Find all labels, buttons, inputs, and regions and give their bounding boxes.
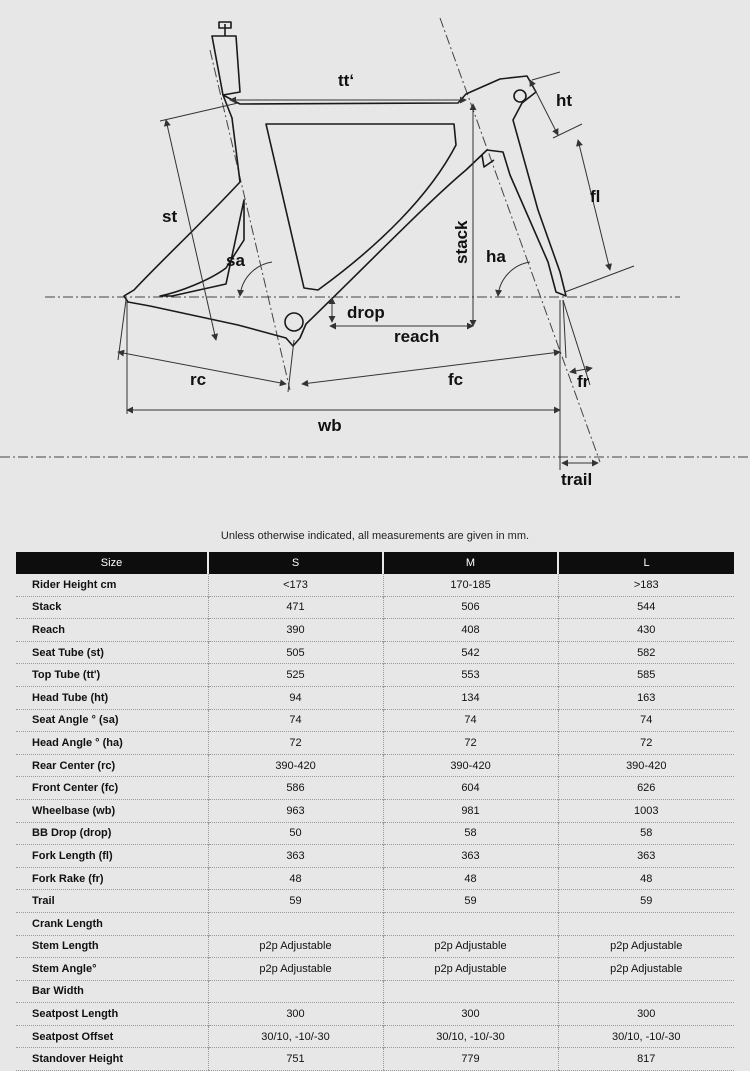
cell-size-m: 390-420 <box>383 754 558 777</box>
table-header-row <box>16 552 734 574</box>
label-ht: ht <box>556 91 573 110</box>
cell-size-l: 430 <box>558 619 734 642</box>
row-label: Head Angle ° (ha) <box>16 732 208 755</box>
row-label: Fork Rake (fr) <box>16 867 208 890</box>
table-row <box>16 574 734 596</box>
table-row <box>16 777 734 800</box>
table-row <box>16 732 734 755</box>
cell-size-m: 981 <box>383 799 558 822</box>
cell-size-l: 163 <box>558 686 734 709</box>
cell-size-m: 58 <box>383 822 558 845</box>
cell-size-s: 586 <box>208 777 383 800</box>
cell-size-m: 134 <box>383 686 558 709</box>
cell-size-l: 544 <box>558 596 734 619</box>
row-label: Head Tube (ht) <box>16 686 208 709</box>
table-row <box>16 754 734 777</box>
cell-size-s: 390-420 <box>208 754 383 777</box>
cell-size-l: p2p Adjustable <box>558 935 734 958</box>
table-row <box>16 867 734 890</box>
cell-size-m: 542 <box>383 641 558 664</box>
cell-size-m: p2p Adjustable <box>383 935 558 958</box>
cell-size-l: 30/10, -10/-30 <box>558 1025 734 1048</box>
label-trail: trail <box>561 470 593 489</box>
label-fr: fr <box>577 372 590 391</box>
cell-size-s: 50 <box>208 822 383 845</box>
table-row <box>16 890 734 913</box>
cell-size-l: 626 <box>558 777 734 800</box>
table-row <box>16 822 734 845</box>
table-row <box>16 664 734 687</box>
table-body <box>16 574 734 1071</box>
header-l: L <box>558 552 734 574</box>
cell-size-m: 506 <box>383 596 558 619</box>
row-label: Seat Tube (st) <box>16 641 208 664</box>
geometry-table <box>16 552 734 1071</box>
cell-size-s: 525 <box>208 664 383 687</box>
cell-size-s: 363 <box>208 845 383 868</box>
row-label: Seatpost Length <box>16 1003 208 1026</box>
cell-size-l: 817 <box>558 1048 734 1071</box>
cell-size-m: p2p Adjustable <box>383 958 558 981</box>
cell-size-m: 170-185 <box>383 574 558 596</box>
cell-size-s: 59 <box>208 890 383 913</box>
cell-size-m: 74 <box>383 709 558 732</box>
row-label: Stem Length <box>16 935 208 958</box>
cell-size-s: 72 <box>208 732 383 755</box>
row-label: Stem Angle° <box>16 958 208 981</box>
table-row <box>16 958 734 981</box>
table-row <box>16 1048 734 1071</box>
cell-size-s <box>208 912 383 935</box>
cell-size-s: 300 <box>208 1003 383 1026</box>
cell-size-m: 553 <box>383 664 558 687</box>
cell-size-l: 58 <box>558 822 734 845</box>
cell-size-l: 300 <box>558 1003 734 1026</box>
reference-lines <box>0 18 750 462</box>
cell-size-s: 74 <box>208 709 383 732</box>
cell-size-s: 94 <box>208 686 383 709</box>
table-row <box>16 709 734 732</box>
row-label: Rider Height cm <box>32 578 117 591</box>
row-label: Seat Angle ° (sa) <box>16 709 208 732</box>
row-label: Front Center (fc) <box>16 777 208 800</box>
cell-size-s <box>208 980 383 1003</box>
row-label: Crank Length <box>16 912 208 935</box>
label-fc: fc <box>448 370 464 389</box>
cell-size-s: p2p Adjustable <box>208 958 383 981</box>
row-label: BB Drop (drop) <box>16 822 208 845</box>
row-label: Trail <box>16 890 208 913</box>
cell-size-s: p2p Adjustable <box>208 935 383 958</box>
cell-size-l <box>558 912 734 935</box>
table-row <box>16 1025 734 1048</box>
header-m: M <box>383 552 558 574</box>
cell-size-l: 363 <box>558 845 734 868</box>
cell-size-l: 1003 <box>558 799 734 822</box>
cell-size-m: 72 <box>383 732 558 755</box>
cell-size-l <box>558 980 734 1003</box>
header-size: Size <box>16 552 208 574</box>
cell-size-s: 751 <box>208 1048 383 1071</box>
header-s: S <box>208 552 383 574</box>
row-label: Reach <box>16 619 208 642</box>
cell-size-l: p2p Adjustable <box>558 958 734 981</box>
table-row <box>16 980 734 1003</box>
table-row <box>16 619 734 642</box>
row-label: Seatpost Offset <box>16 1025 208 1048</box>
label-ha: ha <box>486 247 506 266</box>
cell-size-s: 963 <box>208 799 383 822</box>
label-fl: fl <box>590 187 601 206</box>
row-label: Top Tube (tt') <box>16 664 208 687</box>
measurement-note: Unless otherwise indicated, all measurements are given in mm. <box>220 530 530 542</box>
cell-size-l: 59 <box>558 890 734 913</box>
label-drop: drop <box>347 303 385 322</box>
label-tt: tt‘ <box>338 71 355 90</box>
cell-size-l: 74 <box>558 709 734 732</box>
table-row <box>16 596 734 619</box>
cell-size-m: 59 <box>383 890 558 913</box>
row-label: Bar Width <box>16 980 208 1003</box>
table-row <box>16 912 734 935</box>
cell-size-s: 505 <box>208 641 383 664</box>
cell-size-l: 390-420 <box>558 754 734 777</box>
cell-size-m: 48 <box>383 867 558 890</box>
label-rc: rc <box>190 370 207 389</box>
row-label: Stack <box>16 596 208 619</box>
cell-size-l: 582 <box>558 641 734 664</box>
table-row <box>16 799 734 822</box>
table-row <box>16 686 734 709</box>
cell-size-s: 48 <box>208 867 383 890</box>
label-st: st <box>162 207 178 226</box>
cell-size-s: 390 <box>208 619 383 642</box>
row-label: Rear Center (rc) <box>16 754 208 777</box>
frame-geometry-diagram <box>0 0 750 500</box>
cell-size-l: 585 <box>558 664 734 687</box>
table-row <box>16 935 734 958</box>
label-reach: reach <box>394 327 440 346</box>
cell-size-m: 408 <box>383 619 558 642</box>
label-sa: sa <box>226 251 245 270</box>
dimension-lines <box>118 72 634 470</box>
cell-size-s: <173 <box>208 574 383 596</box>
cell-size-m <box>383 912 558 935</box>
cell-size-s: 30/10, -10/-30 <box>208 1025 383 1048</box>
table-row <box>16 641 734 664</box>
cell-size-s: 471 <box>208 596 383 619</box>
cell-size-l: 72 <box>558 732 734 755</box>
cell-size-m: 300 <box>383 1003 558 1026</box>
cell-size-l: >183 <box>558 574 734 596</box>
row-label: Standover Height <box>16 1048 208 1071</box>
cell-size-l: 48 <box>558 867 734 890</box>
row-label: Wheelbase (wb) <box>16 799 208 822</box>
cell-size-m: 604 <box>383 777 558 800</box>
label-stack: stack <box>452 220 471 264</box>
cell-size-m: 30/10, -10/-30 <box>383 1025 558 1048</box>
table-row <box>16 845 734 868</box>
cell-size-m: 779 <box>383 1048 558 1071</box>
cell-size-m: 363 <box>383 845 558 868</box>
label-wb: wb <box>318 416 342 435</box>
cell-size-m <box>383 980 558 1003</box>
table-row <box>16 1003 734 1026</box>
row-label: Fork Length (fl) <box>16 845 208 868</box>
